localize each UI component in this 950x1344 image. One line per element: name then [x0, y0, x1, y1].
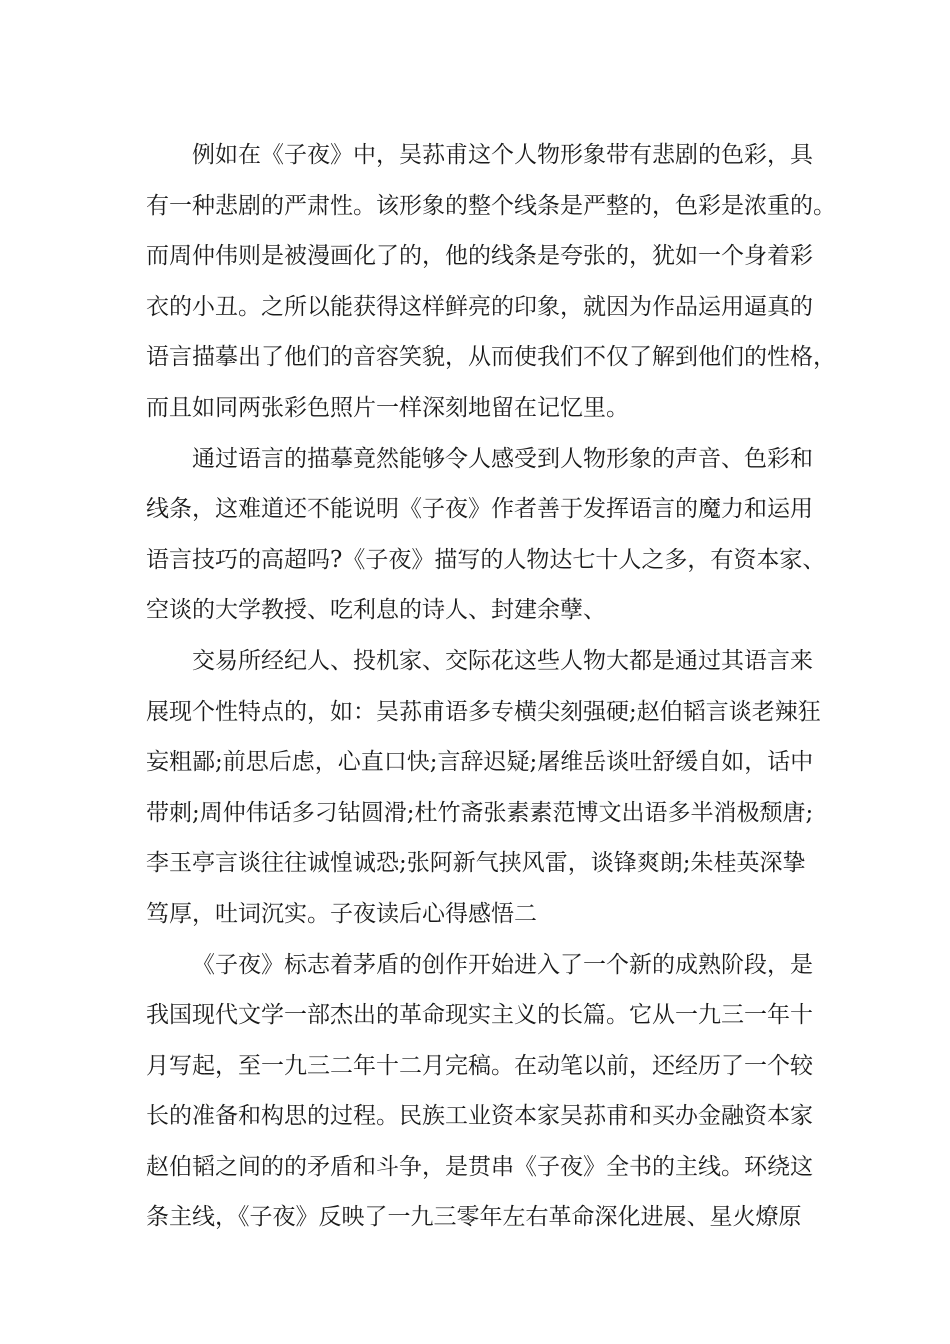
text-line: 我国现代文学一部杰出的革命现实主义的长篇。它从一九三一年十: [146, 1002, 813, 1029]
text-line: 李玉亭言谈往往诚惶诚恐;张阿新气挟风雷，谈锋爽朗;朱桂英深挚: [146, 850, 806, 877]
body-text: [146, 130, 836, 1243]
text-line: 长的准备和构思的过程。民族工业资本家吴荪甫和买办金融资本家: [146, 1103, 813, 1130]
text-line: 带刺;周仲伟话多刁钻圆滑;杜竹斋张素素范博文出语多半消极颓唐;: [146, 799, 814, 826]
text-line: 衣的小丑。之所以能获得这样鲜亮的印象，就因为作品运用逼真的: [146, 293, 813, 320]
text-line: 空谈的大学教授、吃利息的诗人、封建余孽、: [146, 597, 606, 624]
text-line: 语言描摹出了他们的音容笑貌，从而使我们不仅了解到他们的性格，: [146, 344, 836, 371]
text-line: 线条，这难道还不能说明《子夜》作者善于发挥语言的魔力和运用: [146, 496, 813, 523]
text-line: 有一种悲剧的严肃性。该形象的整个线条是严整的，色彩是浓重的。: [146, 192, 836, 219]
text-line: 通过语言的描摹竟然能够令人感受到人物形象的声音、色彩和: [192, 445, 813, 472]
text-line: 而且如同两张彩色照片一样深刻地留在记忆里。: [146, 394, 629, 421]
text-line: 笃厚，吐词沉实。子夜读后心得感悟二: [146, 900, 537, 927]
text-line: 交易所经纪人、投机家、交际花这些人物大都是通过其语言来: [192, 647, 813, 674]
text-line: 《子夜》标志着茅盾的创作开始进入了一个新的成熟阶段，是: [192, 951, 813, 978]
text-line: 例如在《子夜》中，吴荪甫这个人物形象带有悲剧的色彩，具: [192, 142, 813, 168]
text-line: 赵伯韬之间的的矛盾和斗争，是贯串《子夜》全书的主线。环绕这: [146, 1153, 813, 1180]
text-line: 条主线，《子夜》反映了一九三零年左右革命深化进展、星火燎原: [146, 1204, 802, 1231]
text-line: 展现个性特点的，如：吴荪甫语多专横尖刻强硬;赵伯韬言谈老辣狂: [146, 698, 821, 725]
text-line: 而周仲伟则是被漫画化了的，他的线条是夸张的，犹如一个身着彩: [146, 243, 813, 270]
text-line: 妄粗鄙;前思后虑，心直口快;言辞迟疑;屠维岳谈吐舒缓自如，话中: [146, 749, 814, 776]
text-line: 月写起，至一九三二年十二月完稿。在动笔以前，还经历了一个较: [146, 1052, 813, 1079]
text-line: 语言技巧的高超吗?《子夜》描写的人物达七十人之多，有资本家、: [146, 546, 826, 573]
